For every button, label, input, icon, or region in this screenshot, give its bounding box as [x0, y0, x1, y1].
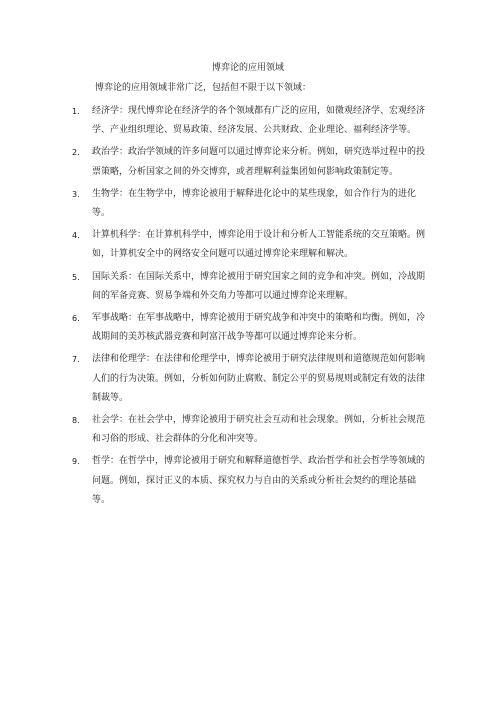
list-item [72, 185, 432, 223]
list-item-text: 生物学：在生物学中，博弈论被用于解释进化论中的某些现象，如合作行为的进化等。 [92, 188, 417, 219]
list-item-text: 哲学：在哲学中，博弈论被用于研究和解释道德哲学、政治哲学和社会哲学等领域的问题。例如，探讨正义的本质、探究权力与自由的关系或分析社会契约的理论基础等。 [92, 456, 426, 505]
intro-paragraph: 博弈论的应用领域非常广泛，包括但不限于以下领域： [95, 83, 312, 93]
list-item-number: 3. [72, 189, 80, 199]
list-item-text: 军事战略：在军事战略中，博弈论被用于研究战争和冲突中的策略和均衡。例如，冷战期间的美苏核武器竞赛和阿富汗战争等都可以通过博弈论来分析。 [92, 313, 426, 343]
list-item [72, 143, 432, 181]
list-item-number: 7. [72, 355, 80, 365]
list-item-text: 计算机科学：在计算机科学中，博弈论用于设计和分析人工智能系统的交互策略。例如，计算机安全中的网络安全问题可以通过博弈论来理解和解决。 [92, 230, 426, 260]
list-item [72, 411, 432, 449]
list-item-number: 5. [72, 272, 80, 282]
list-item [72, 102, 432, 140]
list-item-number: 4. [72, 231, 80, 241]
list-item-text: 社会学：在社会学中，博弈论被用于研究社会互动和社会现象。例如，分析社会规范和习俗的形成、社会群体的分化和冲突等。 [92, 415, 426, 445]
document-title: 博弈论的应用领域 [211, 63, 284, 73]
list-item-text: 国际关系：在国际关系中，博弈论被用于研究国家之间的竞争和冲突。例如，冷战期间的军备竞赛、贸易争端和外交角力等都可以通过博弈论来理解。 [92, 271, 426, 301]
list-item [72, 452, 432, 510]
list-item-number: 6. [72, 314, 80, 324]
list-item-text: 经济学：现代博弈论在经济学的各个领域都有广泛的应用，如微观经济学、宏观经济学、产业组织理论、贸易政策、经济发展、公共财政、企业理论、福利经济学等。 [92, 106, 426, 136]
list-item [72, 309, 432, 347]
list-item-number: 2. [72, 148, 80, 158]
list-item [72, 350, 432, 408]
application-list [72, 102, 432, 513]
list-item [72, 226, 432, 264]
list-item-text: 政治学：政治学领域的许多问题可以通过博弈论来分析。例如，研究选举过程中的投票策略，分析国家之间的外交博弈，或者理解利益集团如何影响政策制定等。 [92, 147, 426, 177]
list-item-number: 9. [72, 457, 80, 467]
list-item-number: 8. [72, 416, 80, 426]
list-item-number: 1. [72, 107, 80, 116]
list-item-text: 法律和伦理学：在法律和伦理学中，博弈论被用于研究法律规则和道德规范如何影响人们的行为决策。例如，分析如何防止腐败、制定公平的贸易规则或制定有效的法律制裁等。 [92, 354, 426, 403]
list-item [72, 268, 432, 306]
